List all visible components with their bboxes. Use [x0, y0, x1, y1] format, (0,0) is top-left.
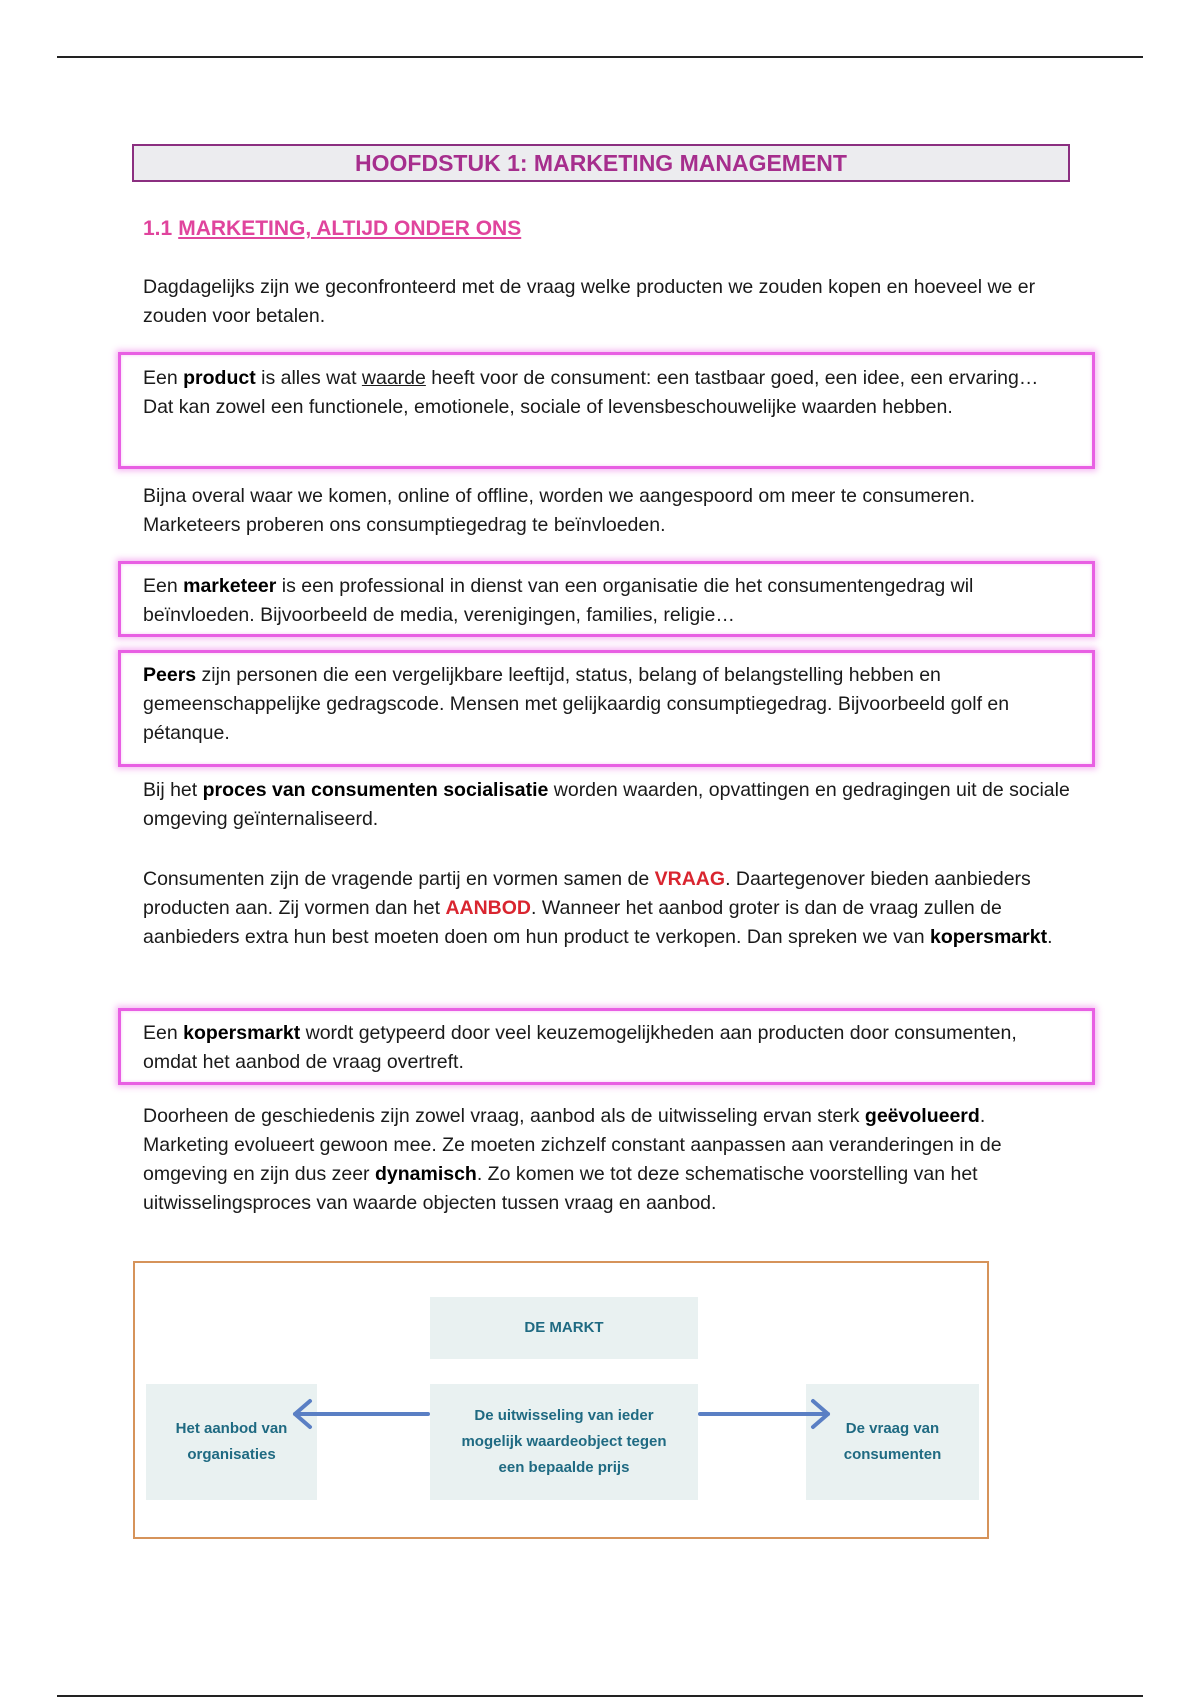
term-kopersmarkt-def: kopersmarkt	[183, 1022, 301, 1044]
section-heading	[143, 214, 521, 244]
term-geevolueerd: geëvolueerd	[864, 1105, 980, 1127]
definition-box-product	[118, 352, 1095, 469]
bottom-rule	[57, 1695, 1143, 1697]
term-kopersmarkt: kopersmarkt	[930, 926, 1048, 948]
definition-product: Een product is alles wat waarde heeft voor de consument: een tastbaar goed, een idee, een ervaring… Dat kan zowel een functionele, emotionele, sociale of levensbeschouwelijke waarden hebben.	[143, 367, 1039, 418]
definition-peers: Peers zijn personen die een vergelijkbare leeftijd, status, belang of belangstelling hebben en gemeenschappelijke gedragscode. Mensen met gelijkaardig consumptiegedrag. Bijvoorbeeld golf en pétanque.	[143, 664, 1010, 744]
term-dynamisch: dynamisch	[374, 1163, 477, 1185]
arrow-to-demand	[700, 1401, 828, 1427]
paragraph-consumeren: Bijna overal waar we komen, online of offline, worden we aangespoord om meer te consumeren. Marketeers proberen ons consumptiegedrag te beïnvloeden.	[143, 485, 976, 536]
definition-box-peers	[118, 650, 1095, 767]
market-diagram	[133, 1261, 989, 1539]
term-waarde: waarde	[361, 367, 426, 389]
supply-box: Het aanbod van organisaties	[146, 1384, 317, 1500]
market-box: DE MARKT	[430, 1297, 698, 1359]
term-vraag: VRAAG	[654, 868, 726, 890]
top-rule	[57, 56, 1143, 58]
chapter-title: HOOFDSTUK 1: MARKETING MANAGEMENT	[132, 144, 1070, 182]
definition-box-marketeer	[118, 561, 1095, 637]
paragraph-socialisatie: Bij het proces van consumenten socialisatie worden waarden, opvattingen en gedragingen uit de sociale omgeving geïnternaliseerd.	[143, 779, 1070, 830]
arrow-to-supply	[295, 1401, 428, 1427]
exchange-box: De uitwisseling van ieder mogelijk waardeobject tegen een bepaalde prijs	[430, 1384, 698, 1500]
term-marketeer: marketeer	[183, 575, 277, 597]
definition-marketeer: Een marketeer is een professional in dienst van een organisatie die het consumentengedrag wil beïnvloeden. Bijvoorbeeld de media, verenigingen, families, religie…	[143, 575, 974, 626]
demand-box: De vraag van consumenten	[806, 1384, 979, 1500]
intro-paragraph: Dagdagelijks zijn we geconfronteerd met de vraag welke producten we zouden kopen en hoeveel we er zouden voor betalen.	[143, 276, 1036, 327]
section-title: MARKETING, ALTIJD ONDER ONS	[178, 217, 522, 240]
paragraph-evolutie: Doorheen de geschiedenis zijn zowel vraag, aanbod als de uitwisseling ervan sterk geëvolueerd. Marketing evolueert gewoon mee. Ze moeten zichzelf constant aanpassen aan veranderingen in de omgeving en zijn dus zeer dynamisch. Zo komen we tot deze schematische voorstelling van het uitwisselingsproces van waarde objecten tussen vraag en aanbod.	[143, 1105, 1002, 1214]
term-socialisatie: proces van consumenten socialisatie	[202, 779, 549, 801]
term-peers: Peers	[143, 664, 197, 686]
diagram-arrows	[135, 1263, 991, 1541]
term-aanbod: AANBOD	[445, 897, 532, 919]
paragraph-vraag-aanbod: Consumenten zijn de vragende partij en vormen samen de VRAAG. Daartegenover bieden aanbieders producten aan. Zij vormen dan het AANBOD. Wanneer het aanbod groter is dan de vraag zullen de aanbieders extra hun best moeten doen om hun product te verkopen. Dan spreken we van kopersmarkt.	[143, 868, 1053, 948]
section-number: 1.1	[143, 217, 173, 240]
term-product: product	[183, 367, 256, 389]
definition-box-kopersmarkt	[118, 1008, 1095, 1085]
definition-kopersmarkt: Een kopersmarkt wordt getypeerd door veel keuzemogelijkheden aan producten door consumenten, omdat het aanbod de vraag overtreft.	[143, 1022, 1017, 1073]
